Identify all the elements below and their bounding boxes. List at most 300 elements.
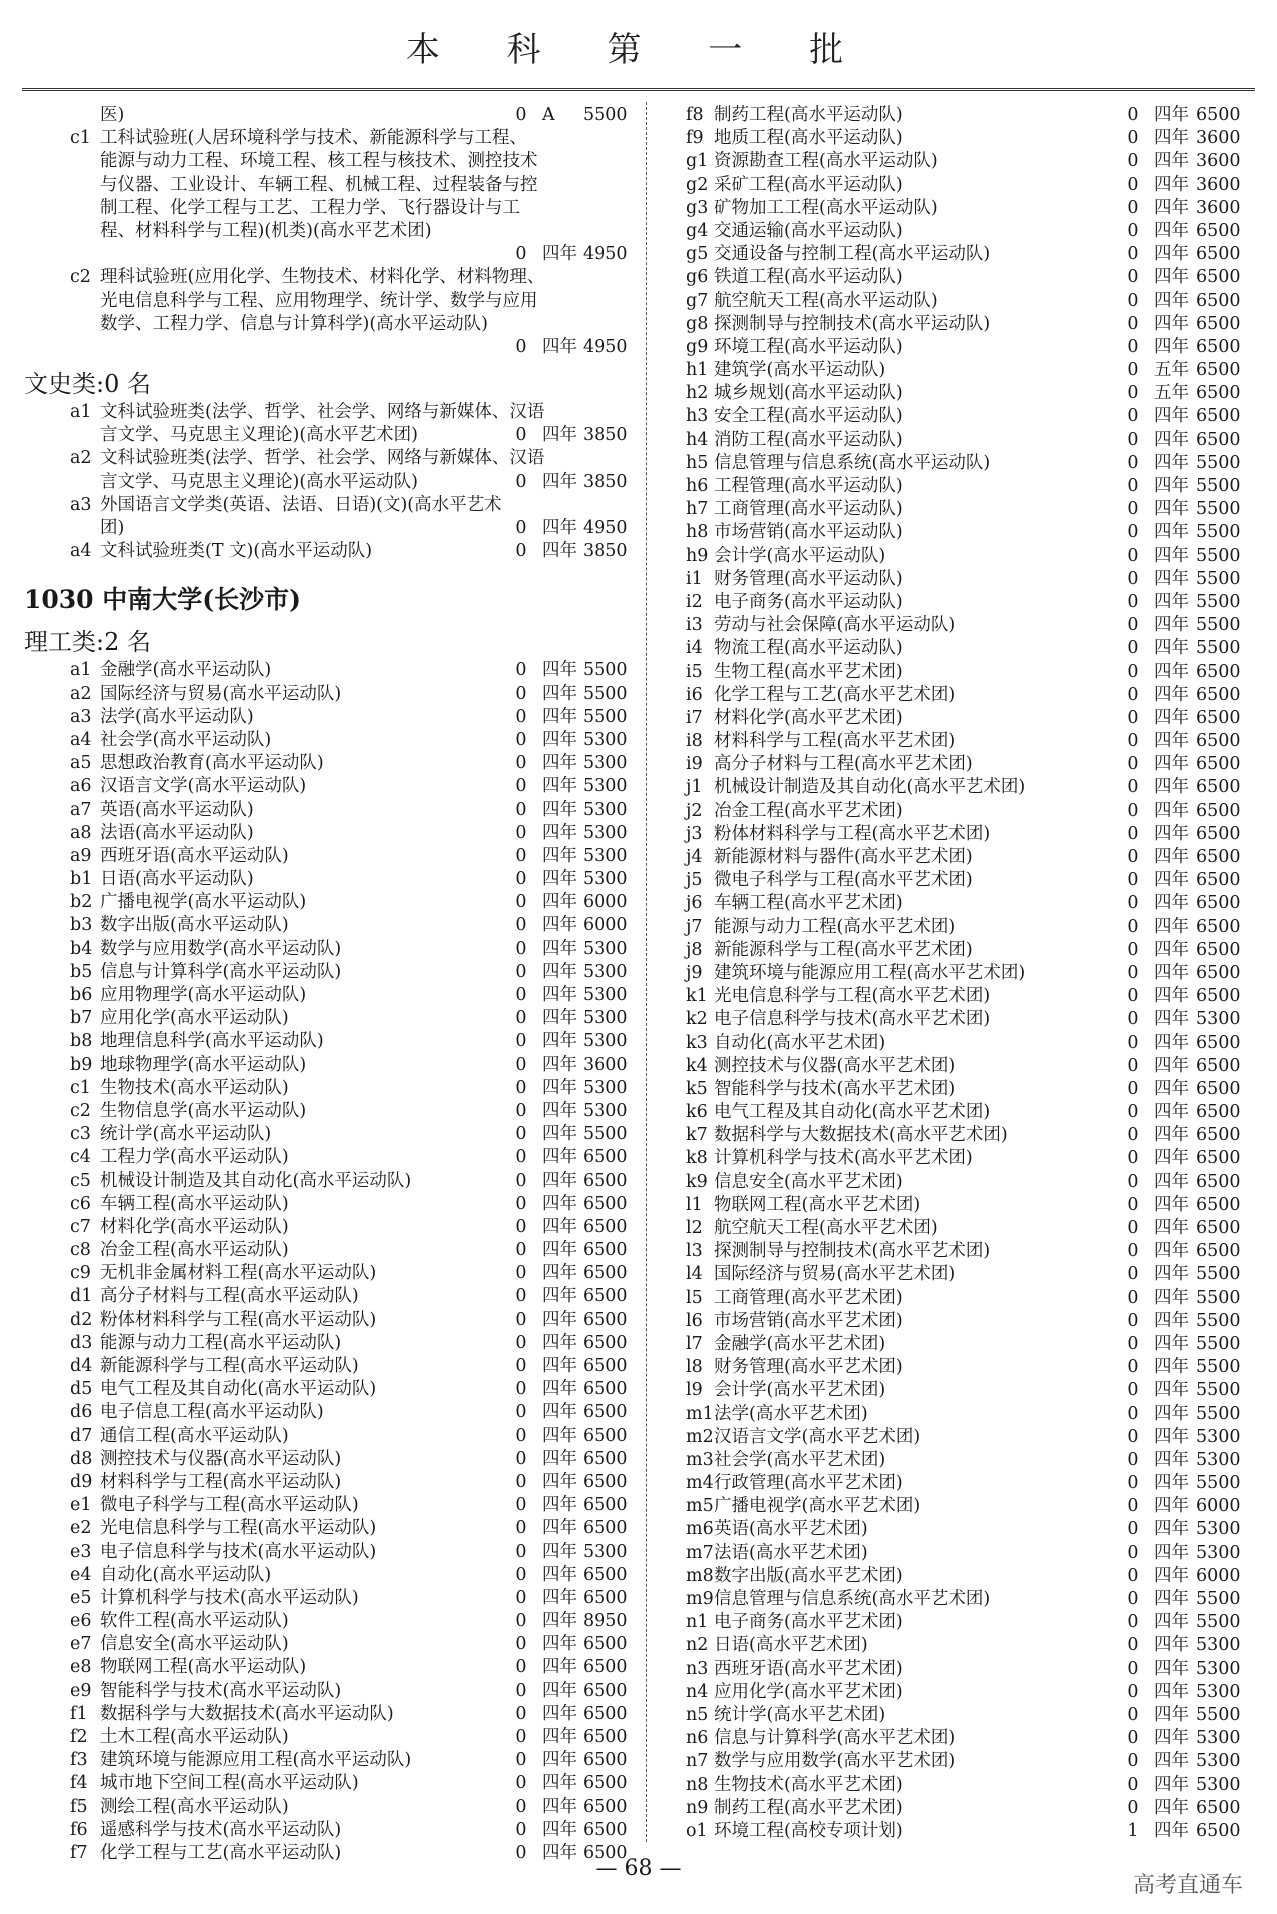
major-name: 粉体材料科学与工程(高水平艺术团)	[714, 823, 991, 844]
major-entry	[24, 1216, 632, 1239]
plan-count: 0	[1127, 591, 1139, 612]
study-years: 四年	[1154, 313, 1189, 334]
tuition-fee: 6500	[1196, 893, 1241, 914]
plan-count: 0	[515, 961, 527, 982]
major-name: 计算机科学与技术(高水平艺术团)	[714, 1148, 973, 1169]
major-name: 法学(高水平运动队)	[100, 706, 254, 727]
plan-count: 0	[1127, 105, 1139, 125]
plan-count: 0	[1127, 1241, 1139, 1262]
major-entry	[24, 1054, 632, 1077]
tuition-fee: 5300	[1196, 1426, 1241, 1447]
plan-count: 0	[515, 244, 527, 265]
tuition-fee: 6500	[583, 1216, 628, 1237]
major-name: 广播电视学(高水平运动队)	[100, 892, 307, 913]
plan-count: 0	[515, 938, 527, 959]
major-code: d1	[70, 1286, 93, 1307]
major-code: f1	[70, 1703, 88, 1724]
study-years: 四年	[1154, 1032, 1189, 1053]
major-code: i7	[686, 707, 703, 728]
tuition-fee: 6500	[583, 1727, 628, 1747]
major-code: l7	[686, 1333, 703, 1354]
major-code: a8	[70, 822, 92, 843]
plan-count: 0	[515, 1100, 527, 1121]
major-entry	[24, 1633, 632, 1656]
major-entry	[686, 1217, 1246, 1240]
major-name: 理科试验班(应用化学、生物技术、材料化学、材料物理、	[100, 267, 545, 288]
plan-count: 0	[515, 753, 527, 774]
entry-continuation	[24, 104, 632, 127]
major-code: h6	[686, 476, 709, 496]
major-code: c9	[70, 1263, 91, 1284]
entry-continuation	[24, 243, 632, 266]
major-entry	[686, 220, 1246, 243]
plan-count: 0	[1127, 1704, 1139, 1725]
major-entry	[686, 1681, 1246, 1704]
major-code: c1	[70, 1077, 91, 1098]
tuition-fee: 6000	[1196, 1496, 1241, 1517]
study-years: 五年	[1154, 360, 1189, 381]
study-years: 四年	[1154, 615, 1189, 636]
major-entry	[686, 1542, 1246, 1565]
major-name: 城乡规划(高水平运动队)	[714, 383, 903, 404]
tuition-fee: 5300	[1196, 1542, 1241, 1563]
tuition-fee: 5500	[1196, 1589, 1241, 1609]
study-years: 四年	[1154, 1125, 1189, 1146]
tuition-fee: 6500	[1196, 754, 1241, 775]
major-name: 化学工程与工艺(高水平艺术团)	[714, 684, 956, 705]
tuition-fee: 5300	[583, 1077, 628, 1098]
plan-count: 0	[1127, 754, 1139, 775]
major-code: e7	[70, 1634, 92, 1655]
study-years: 四年	[542, 1147, 577, 1168]
study-years: 四年	[1154, 105, 1189, 125]
plan-count: 0	[515, 1356, 527, 1376]
major-entry	[686, 776, 1246, 799]
tuition-fee: 5300	[583, 869, 628, 890]
major-entry	[686, 429, 1246, 452]
plan-count: 1	[1127, 1820, 1139, 1841]
major-code: l9	[686, 1380, 703, 1401]
major-entry	[24, 540, 632, 563]
study-years: 四年	[542, 1309, 577, 1330]
tuition-fee: 6500	[583, 1564, 628, 1585]
study-years: 四年	[542, 1332, 577, 1353]
major-entry	[24, 1309, 632, 1332]
major-name-continued: 能源与动力工程、环境工程、核工程与核技术、测控技术	[100, 151, 538, 172]
major-entry	[24, 799, 632, 822]
study-years: 四年	[542, 1541, 577, 1562]
major-code: f7	[70, 1842, 88, 1863]
major-name: 航空航天工程(高水平运动队)	[714, 290, 938, 311]
major-entry	[24, 984, 632, 1007]
plan-count: 0	[1127, 1333, 1139, 1354]
plan-count: 0	[515, 1031, 527, 1052]
tuition-fee: 3850	[583, 471, 628, 492]
major-name: 信息与计算科学(高水平艺术团)	[714, 1728, 956, 1749]
study-years: 四年	[1154, 731, 1189, 752]
major-entry	[686, 707, 1246, 730]
plan-count: 0	[1127, 1449, 1139, 1470]
tuition-fee: 5300	[1196, 1449, 1241, 1470]
major-entry	[686, 1032, 1246, 1055]
tuition-fee: 6500	[1196, 986, 1241, 1007]
major-entry	[24, 1819, 632, 1842]
major-entry	[686, 1658, 1246, 1681]
major-code: d4	[70, 1356, 93, 1376]
plan-count: 0	[515, 1773, 527, 1794]
major-entry	[686, 939, 1246, 962]
major-entry	[24, 266, 632, 289]
major-entry	[24, 1564, 632, 1587]
tuition-fee: 3850	[583, 541, 628, 562]
major-name: 电子商务(高水平艺术团)	[714, 1612, 903, 1633]
plan-count: 0	[515, 1332, 527, 1353]
category-heading: 文史类:0 名	[24, 370, 151, 399]
major-name: 测绘工程(高水平运动队)	[100, 1796, 289, 1817]
plan-count: 0	[1127, 1426, 1139, 1447]
major-code: h5	[686, 452, 709, 473]
major-entry	[686, 1611, 1246, 1634]
major-code: b3	[70, 915, 93, 936]
major-entry	[24, 1680, 632, 1703]
plan-count: 0	[1127, 1171, 1139, 1192]
major-entry	[686, 823, 1246, 846]
major-code: e8	[70, 1657, 92, 1678]
major-name: 法学(高水平艺术团)	[714, 1403, 868, 1424]
major-code: a2	[70, 448, 92, 469]
plan-count: 0	[515, 1657, 527, 1678]
major-code: m2	[686, 1426, 714, 1447]
major-entry	[686, 1449, 1246, 1472]
study-years: 四年	[1154, 406, 1189, 427]
tuition-fee: 6500	[583, 1518, 628, 1539]
plan-count: 0	[515, 1077, 527, 1098]
major-entry	[686, 243, 1246, 266]
tuition-fee: 6500	[583, 1379, 628, 1400]
major-code: i4	[686, 638, 703, 659]
major-code: h4	[686, 429, 709, 450]
tuition-fee: 5300	[583, 753, 628, 774]
major-code: g2	[686, 174, 709, 195]
tuition-fee: 3600	[583, 1054, 628, 1075]
major-name: 材料科学与工程(高水平艺术团)	[714, 731, 956, 752]
plan-count: 0	[515, 1680, 527, 1701]
major-name: 物联网工程(高水平运动队)	[100, 1657, 307, 1678]
major-name: 应用化学(高水平艺术团)	[714, 1681, 903, 1702]
major-entry	[24, 127, 632, 150]
study-years: 四年	[1154, 1449, 1189, 1470]
major-entry	[686, 104, 1246, 127]
major-entry	[686, 174, 1246, 197]
plan-count: 0	[1127, 1751, 1139, 1772]
left-column	[24, 104, 632, 1865]
major-code: l3	[686, 1241, 703, 1262]
major-name: 智能科学与技术(高水平艺术团)	[714, 1078, 956, 1099]
major-entry	[24, 729, 632, 752]
tuition-fee: 6000	[583, 892, 628, 913]
major-code: h8	[686, 522, 709, 543]
header-rule	[22, 88, 1255, 91]
major-code: c2	[70, 1100, 91, 1121]
major-name: 金融学(高水平运动队)	[100, 660, 272, 681]
plan-count: 0	[515, 706, 527, 727]
major-name: 广播电视学(高水平艺术团)	[714, 1496, 921, 1517]
major-entry	[24, 822, 632, 845]
study-years: 四年	[1154, 591, 1189, 612]
plan-count: 0	[515, 1842, 527, 1863]
major-code: d8	[70, 1448, 93, 1469]
plan-count: 0	[515, 1587, 527, 1608]
study-years: 四年	[542, 471, 577, 492]
plan-count: 0	[515, 776, 527, 797]
plan-count: 0	[1127, 220, 1139, 241]
plan-count: 0	[1127, 499, 1139, 520]
major-code: e2	[70, 1518, 92, 1539]
plan-count: 0	[1127, 1774, 1139, 1795]
major-entry	[686, 869, 1246, 892]
study-years: 四年	[1154, 1264, 1189, 1285]
study-years: 四年	[1154, 1426, 1189, 1447]
page-number: — 68 —	[595, 1856, 682, 1881]
study-years: 四年	[1154, 1148, 1189, 1169]
tuition-fee: 5300	[1196, 1774, 1241, 1795]
major-entry	[686, 313, 1246, 336]
major-entry	[686, 568, 1246, 591]
study-years: 四年	[1154, 499, 1189, 520]
tuition-fee: 6500	[1196, 707, 1241, 728]
plan-count: 0	[515, 1495, 527, 1516]
major-entry	[686, 1310, 1246, 1333]
major-entry	[686, 336, 1246, 359]
study-years: 四年	[542, 1286, 577, 1307]
study-years: 四年	[542, 892, 577, 913]
tuition-fee: 6500	[1196, 1241, 1241, 1262]
major-name: 汉语言文学(高水平艺术团)	[714, 1426, 921, 1447]
major-name: 信息管理与信息系统(高水平运动队)	[714, 452, 991, 473]
major-name: 财务管理(高水平运动队)	[714, 568, 903, 589]
major-name: 统计学(高水平运动队)	[100, 1124, 272, 1145]
major-name: 文科试验班类(法学、哲学、社会学、网络与新媒体、汉语	[100, 402, 545, 423]
major-name: 光电信息科学与工程(高水平艺术团)	[714, 986, 991, 1007]
major-entry	[24, 706, 632, 729]
plan-count: 0	[1127, 1125, 1139, 1146]
major-entry	[686, 290, 1246, 313]
study-years: 四年	[1154, 1218, 1189, 1238]
major-name: 信息安全(高水平艺术团)	[714, 1171, 903, 1192]
major-code: c7	[70, 1216, 91, 1237]
plan-count: 0	[1127, 336, 1139, 357]
major-name: 城市地下空间工程(高水平运动队)	[100, 1773, 359, 1794]
tuition-fee: 6500	[1196, 1218, 1241, 1238]
study-years: 四年	[1154, 1797, 1189, 1818]
major-entry	[686, 1171, 1246, 1194]
major-name: 思想政治教育(高水平运动队)	[100, 753, 324, 774]
major-name: 制药工程(高水平运动队)	[714, 105, 903, 125]
major-entry	[686, 1356, 1246, 1379]
tuition-fee: 6500	[1196, 360, 1241, 381]
study-years: 四年	[1154, 847, 1189, 867]
major-entry	[686, 405, 1246, 428]
major-entry	[686, 753, 1246, 776]
plan-count: 0	[1127, 916, 1139, 937]
major-entry	[24, 845, 632, 868]
study-years: 四年	[1154, 661, 1189, 682]
major-entry	[686, 359, 1246, 382]
study-years: 四年	[1154, 638, 1189, 659]
major-code: e9	[70, 1680, 92, 1701]
entry-continuation	[24, 517, 632, 540]
major-name: 矿物加工工程(高水平运动队)	[714, 197, 938, 218]
major-code: o1	[686, 1820, 708, 1841]
tuition-fee: 6500	[1196, 220, 1241, 241]
major-entry	[24, 752, 632, 775]
major-name-continued: 制工程、化学工程与工艺、工程力学、飞行器设计与工	[100, 197, 520, 218]
study-years: 四年	[542, 683, 577, 704]
major-entry	[24, 961, 632, 984]
major-code: n8	[686, 1774, 709, 1795]
plan-count: 0	[515, 1309, 527, 1330]
major-code: n1	[686, 1612, 709, 1633]
study-years: 四年	[542, 1634, 577, 1655]
study-years: 四年	[542, 1750, 577, 1771]
entry-continuation	[24, 174, 632, 197]
entry-continuation	[24, 197, 632, 220]
tuition-fee: 5300	[583, 1541, 628, 1562]
plan-count: 0	[1127, 290, 1139, 311]
major-entry	[24, 1726, 632, 1749]
major-code: l6	[686, 1310, 703, 1331]
major-name: 信息管理与信息系统(高水平艺术团)	[714, 1589, 991, 1609]
major-name: 物流工程(高水平运动队)	[714, 638, 903, 659]
plan-count: 0	[515, 1008, 527, 1029]
tuition-fee: 6500	[1196, 823, 1241, 844]
tuition-fee: 5500	[1196, 1264, 1241, 1285]
plan-count: 0	[1127, 707, 1139, 728]
major-name: 新能源材料与器件(高水平艺术团)	[714, 847, 973, 867]
study-years: 四年	[1154, 1542, 1189, 1563]
major-name: 数字出版(高水平运动队)	[100, 915, 289, 936]
major-entry	[686, 150, 1246, 173]
tuition-fee: 6500	[1196, 313, 1241, 334]
major-name: 消防工程(高水平运动队)	[714, 429, 903, 450]
tuition-fee: 5300	[583, 799, 628, 820]
major-entry	[24, 1471, 632, 1494]
tuition-fee: 6500	[1196, 1171, 1241, 1192]
entry-continuation	[24, 220, 632, 243]
tuition-fee: 5500	[1196, 1333, 1241, 1354]
study-years: 四年	[1154, 1612, 1189, 1633]
study-years: 四年	[542, 776, 577, 797]
major-name: 通信工程(高水平运动队)	[100, 1425, 289, 1446]
study-years: 四年	[1154, 290, 1189, 311]
study-years: 四年	[1154, 1171, 1189, 1192]
major-entry	[686, 962, 1246, 985]
study-years: 四年	[542, 1193, 577, 1214]
major-name: 采矿工程(高水平运动队)	[714, 174, 903, 195]
major-name: 会计学(高水平运动队)	[714, 545, 886, 566]
major-name: 电气工程及其自动化(高水平艺术团)	[714, 1102, 991, 1123]
major-name: 探测制导与控制技术(高水平艺术团)	[714, 1241, 991, 1262]
major-entry	[24, 1517, 632, 1540]
plan-count: 0	[1127, 1542, 1139, 1563]
major-name: 日语(高水平艺术团)	[714, 1635, 868, 1656]
tuition-fee: 5300	[583, 985, 628, 1005]
tuition-fee: 6500	[1196, 105, 1241, 125]
tuition-fee: 4950	[583, 244, 628, 265]
tuition-fee: 5500	[1196, 476, 1241, 496]
major-name: 铁道工程(高水平运动队)	[714, 267, 903, 288]
major-code: d6	[70, 1402, 93, 1423]
tuition-fee: 5500	[1196, 1473, 1241, 1494]
major-name: 探测制导与控制技术(高水平运动队)	[714, 313, 991, 334]
study-years: 四年	[1154, 1565, 1189, 1586]
major-code: g6	[686, 267, 709, 288]
major-name: 电子商务(高水平运动队)	[714, 591, 903, 612]
major-name: 环境工程(高水平运动队)	[714, 336, 903, 357]
study-years: 四年	[1154, 684, 1189, 705]
major-name: 环境工程(高校专项计划)	[714, 1820, 903, 1841]
major-entry	[686, 730, 1246, 753]
major-entry	[24, 914, 632, 937]
tuition-fee: 5300	[1196, 1728, 1241, 1749]
study-years: 四年	[542, 1703, 577, 1724]
major-entry	[686, 1797, 1246, 1820]
major-code: k6	[686, 1102, 708, 1123]
plan-count: 0	[1127, 522, 1139, 543]
major-entry	[24, 1077, 632, 1100]
major-entry	[686, 1287, 1246, 1310]
major-name: 社会学(高水平运动队)	[100, 729, 272, 750]
tuition-fee: 6500	[1196, 336, 1241, 357]
plan-count: 0	[515, 336, 527, 357]
major-code: e5	[70, 1587, 92, 1608]
major-code: j5	[686, 870, 703, 891]
study-years: 四年	[542, 1796, 577, 1817]
major-code: n5	[686, 1704, 709, 1725]
major-name: 西班牙语(高水平艺术团)	[714, 1658, 903, 1679]
tuition-fee: 6500	[583, 1332, 628, 1353]
plan-count: 0	[515, 425, 527, 446]
major-entry	[24, 401, 632, 424]
entry-continuation	[24, 424, 632, 447]
major-entry	[24, 1772, 632, 1795]
plan-count: 0	[515, 1634, 527, 1655]
plan-count: 0	[1127, 893, 1139, 914]
major-name: 测控技术与仪器(高水平艺术团)	[714, 1055, 956, 1076]
major-entry	[686, 1403, 1246, 1426]
major-entry	[24, 1285, 632, 1308]
major-entry	[24, 1587, 632, 1610]
major-name: 电子信息科学与技术(高水平艺术团)	[714, 1009, 991, 1030]
plan-count: 0	[1127, 383, 1139, 404]
tuition-fee: 5500	[1196, 499, 1241, 520]
major-code: e6	[70, 1611, 92, 1632]
major-entry	[24, 1656, 632, 1679]
plan-count: 0	[1127, 1496, 1139, 1517]
major-name: 建筑环境与能源应用工程(高水平艺术团)	[714, 962, 1026, 983]
major-name: 数据科学与大数据技术(高水平艺术团)	[714, 1125, 1008, 1146]
entry-continuation	[24, 336, 632, 359]
study-years: 四年	[542, 985, 577, 1005]
major-entry	[24, 891, 632, 914]
major-entry	[686, 1124, 1246, 1147]
tuition-fee: 5500	[1196, 591, 1241, 612]
tuition-fee: 6500	[583, 1587, 628, 1608]
major-entry	[24, 1703, 632, 1726]
major-code: a2	[70, 683, 92, 704]
plan-count: 0	[1127, 870, 1139, 891]
plan-count: 0	[515, 729, 527, 750]
